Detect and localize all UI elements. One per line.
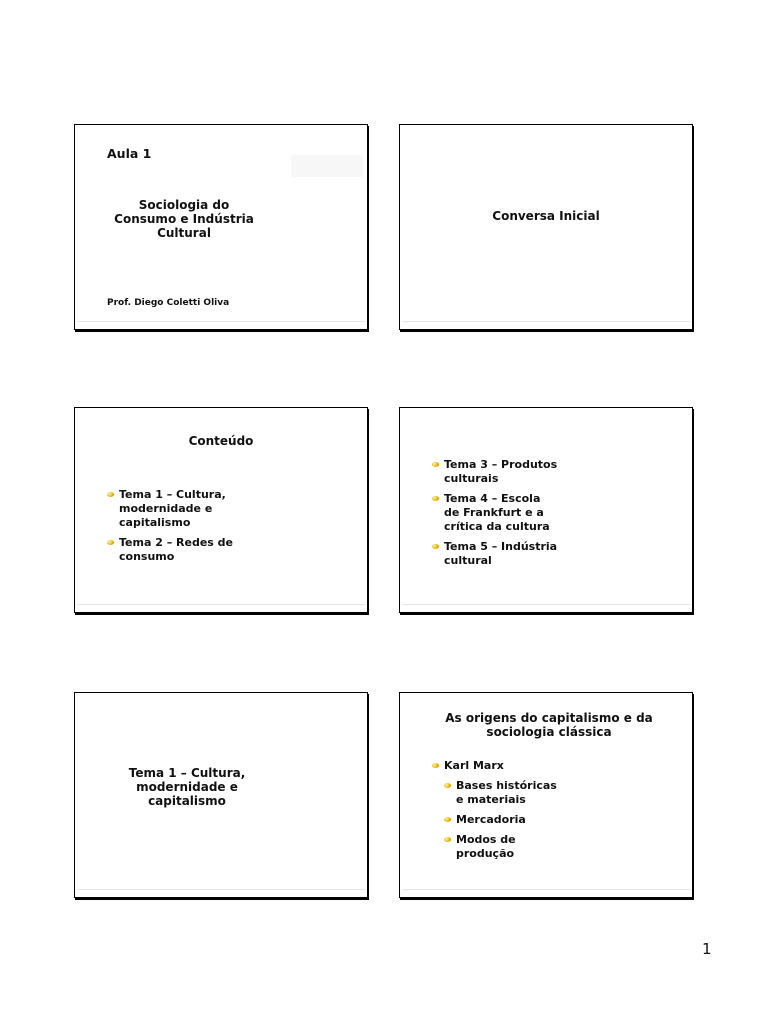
slide-title: Conteúdo — [188, 434, 254, 448]
list-item-line: Modos de — [456, 833, 516, 846]
bullet-list — [107, 488, 257, 570]
list-item-line: Mercadoria — [456, 813, 526, 826]
list-item-line: crítica da cultura — [444, 520, 550, 533]
yellow-sphere-bullet-icon — [432, 544, 439, 549]
yellow-sphere-bullet-icon — [107, 492, 114, 497]
yellow-sphere-bullet-icon — [432, 496, 439, 501]
course-title — [99, 198, 269, 240]
slide-title-line: Tema 1 – Cultura, — [128, 766, 246, 780]
list-item-line: capitalismo — [119, 516, 191, 529]
slide-title-line: sociologia clássica — [486, 725, 612, 739]
slide-footer-line — [402, 321, 690, 322]
slide-title-line: modernidade e — [136, 780, 238, 794]
yellow-sphere-bullet-icon — [444, 817, 451, 822]
list-item — [432, 759, 582, 773]
list-item-line: Tema 4 – Escola — [444, 492, 541, 505]
list-item-line: Bases históricas — [456, 779, 557, 792]
list-item-line: Tema 5 – Indústria — [444, 540, 558, 553]
slide-title — [420, 711, 678, 739]
list-item-line: consumo — [119, 550, 175, 563]
lesson-label: Aula 1 — [107, 146, 152, 161]
author-name: Prof. Diego Coletti Oliva — [107, 298, 230, 308]
slide-4 — [399, 407, 693, 613]
list-item — [432, 540, 582, 568]
list-item-line: culturais — [444, 472, 499, 485]
bullet-list — [432, 759, 582, 779]
slide-footer-line — [77, 321, 365, 322]
slide-title-line: capitalismo — [148, 794, 226, 808]
list-item — [107, 536, 257, 564]
slide-footer-line — [402, 604, 690, 605]
yellow-sphere-bullet-icon — [444, 783, 451, 788]
list-item — [107, 488, 257, 530]
page-number: 1 — [702, 940, 712, 958]
course-title-line: Cultural — [157, 226, 211, 240]
list-item-line: Karl Marx — [444, 759, 504, 772]
list-item — [444, 813, 574, 827]
list-item — [432, 458, 582, 486]
course-title-line: Sociologia do — [138, 198, 230, 212]
slide-2 — [399, 124, 693, 330]
slide-footer-line — [402, 889, 690, 890]
list-item — [444, 833, 574, 861]
list-item-line: e materiais — [456, 793, 526, 806]
yellow-sphere-bullet-icon — [444, 837, 451, 842]
list-item — [444, 779, 574, 807]
watermark — [291, 155, 363, 177]
list-item-line: Tema 3 – Produtos — [444, 458, 558, 471]
slide-1 — [74, 124, 368, 330]
slide-title-line: As origens do capitalismo e da — [445, 711, 653, 725]
list-item-line: de Frankfurt e a — [444, 506, 544, 519]
list-item — [432, 492, 582, 534]
slide-footer-line — [77, 889, 365, 890]
course-title-line: Consumo e Indústria — [114, 212, 254, 226]
yellow-sphere-bullet-icon — [432, 763, 439, 768]
sub-bullet-list — [444, 779, 574, 867]
list-item-line: Tema 2 – Redes de — [119, 536, 234, 549]
slide-5 — [74, 692, 368, 898]
list-item-line: cultural — [444, 554, 492, 567]
slide-6 — [399, 692, 693, 898]
bullet-list — [432, 458, 582, 574]
yellow-sphere-bullet-icon — [432, 462, 439, 467]
list-item-line: modernidade e — [119, 502, 213, 515]
slide-title — [107, 766, 267, 808]
list-item-line: produção — [456, 847, 515, 860]
list-item-line: Tema 1 – Cultura, — [119, 488, 226, 501]
slide-footer-line — [77, 604, 365, 605]
yellow-sphere-bullet-icon — [107, 540, 114, 545]
slide-3 — [74, 407, 368, 613]
slide-title: Conversa Inicial — [492, 209, 600, 223]
